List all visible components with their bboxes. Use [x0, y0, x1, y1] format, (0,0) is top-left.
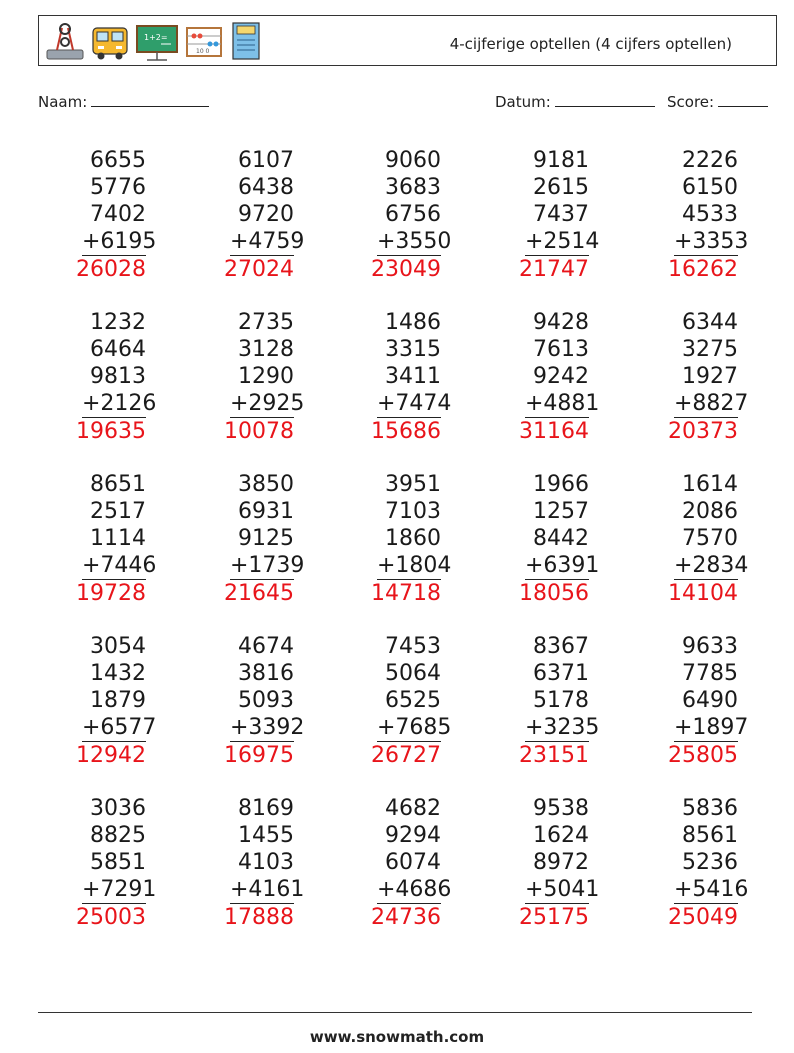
addition-problem	[628, 795, 749, 931]
addend: 8442	[533, 526, 589, 551]
last-addend: +3235	[525, 715, 600, 740]
answer: 23049	[371, 257, 441, 282]
abacus-stand-icon	[45, 20, 85, 62]
header-icons	[45, 20, 263, 62]
addition-problem	[479, 471, 600, 607]
addend: 6931	[238, 499, 294, 524]
last-addend: +4881	[525, 391, 600, 416]
addend: 5093	[238, 688, 294, 713]
last-addend: +1739	[230, 553, 305, 578]
answer: 17888	[224, 905, 294, 930]
last-addend: +3550	[377, 229, 452, 254]
addend: 5236	[682, 850, 738, 875]
addition-problem	[36, 633, 157, 769]
worksheet-title: 4-cijferige optellen (4 cijfers optellen)	[449, 35, 732, 53]
addend: 6525	[385, 688, 441, 713]
addend: 1966	[533, 472, 589, 497]
last-addend: +7446	[82, 553, 157, 578]
addition-problem	[331, 147, 452, 283]
addend: 1114	[90, 526, 146, 551]
addend: 7453	[385, 634, 441, 659]
addend: 5064	[385, 661, 441, 686]
last-addend: +2834	[674, 553, 749, 578]
answer: 24736	[371, 905, 441, 930]
last-addend: +2514	[525, 229, 600, 254]
addend: 9538	[533, 796, 589, 821]
answer: 25049	[668, 905, 738, 930]
addend: 8561	[682, 823, 738, 848]
addend: 3683	[385, 175, 441, 200]
addend: 1624	[533, 823, 589, 848]
last-addend: +7291	[82, 877, 157, 902]
addend: 1257	[533, 499, 589, 524]
addition-problem	[479, 309, 600, 445]
addend: 1232	[90, 310, 146, 335]
addition-problem	[36, 147, 157, 283]
addend: 3036	[90, 796, 146, 821]
addend: 6107	[238, 148, 294, 173]
name-field	[38, 92, 209, 111]
addition-problem	[36, 309, 157, 445]
header-box	[38, 15, 777, 66]
addition-problem	[628, 633, 749, 769]
name-blank[interactable]	[91, 92, 209, 107]
addend: 3816	[238, 661, 294, 686]
addend: 1290	[238, 364, 294, 389]
addend: 3315	[385, 337, 441, 362]
score-blank[interactable]	[718, 92, 768, 107]
answer: 25003	[76, 905, 146, 930]
addend: 1879	[90, 688, 146, 713]
date-label: Datum:	[495, 93, 551, 111]
addend: 2086	[682, 499, 738, 524]
addend: 8825	[90, 823, 146, 848]
addend: 8169	[238, 796, 294, 821]
answer: 15686	[371, 419, 441, 444]
addend: 9294	[385, 823, 441, 848]
last-addend: +1897	[674, 715, 749, 740]
addend: 5851	[90, 850, 146, 875]
last-addend: +3392	[230, 715, 305, 740]
chalkboard-icon	[135, 20, 179, 62]
addition-problem	[331, 633, 452, 769]
answer: 19635	[76, 419, 146, 444]
addend: 3951	[385, 472, 441, 497]
last-addend: +5041	[525, 877, 600, 902]
answer: 19728	[76, 581, 146, 606]
addend: 3128	[238, 337, 294, 362]
answer: 16975	[224, 743, 294, 768]
addend: 5178	[533, 688, 589, 713]
addend: 9813	[90, 364, 146, 389]
last-addend: +4686	[377, 877, 452, 902]
date-blank[interactable]	[555, 92, 655, 107]
svg-text:1+2=: 1+2=	[144, 33, 168, 42]
addend: 5776	[90, 175, 146, 200]
answer: 23151	[519, 743, 589, 768]
addend: 8972	[533, 850, 589, 875]
addition-problem	[628, 309, 749, 445]
answer: 25805	[668, 743, 738, 768]
addend: 7785	[682, 661, 738, 686]
addend: 2226	[682, 148, 738, 173]
addition-problem	[184, 471, 305, 607]
addend: 1432	[90, 661, 146, 686]
last-addend: +4161	[230, 877, 305, 902]
addend: 4674	[238, 634, 294, 659]
last-addend: +5416	[674, 877, 749, 902]
last-addend: +2925	[230, 391, 305, 416]
addition-problem	[184, 633, 305, 769]
addend: 1927	[682, 364, 738, 389]
last-addend: +8827	[674, 391, 749, 416]
last-addend: +6391	[525, 553, 600, 578]
addition-problem	[628, 147, 749, 283]
last-addend: +7685	[377, 715, 452, 740]
addition-problem	[184, 309, 305, 445]
addend: 9125	[238, 526, 294, 551]
addend: 4533	[682, 202, 738, 227]
addend: 6371	[533, 661, 589, 686]
addend: 5836	[682, 796, 738, 821]
answer: 21645	[224, 581, 294, 606]
addend: 9060	[385, 148, 441, 173]
answer: 20373	[668, 419, 738, 444]
answer: 18056	[519, 581, 589, 606]
addend: 9242	[533, 364, 589, 389]
addend: 1860	[385, 526, 441, 551]
answer: 26028	[76, 257, 146, 282]
addend: 8367	[533, 634, 589, 659]
workbook-icon	[229, 20, 263, 62]
addend: 6464	[90, 337, 146, 362]
addend: 3411	[385, 364, 441, 389]
addend: 1486	[385, 310, 441, 335]
addition-problem	[36, 471, 157, 607]
answer: 14104	[668, 581, 738, 606]
addend: 7570	[682, 526, 738, 551]
addend: 9633	[682, 634, 738, 659]
addend: 7103	[385, 499, 441, 524]
addition-problem	[331, 471, 452, 607]
addend: 4682	[385, 796, 441, 821]
addend: 6074	[385, 850, 441, 875]
addition-problem	[184, 795, 305, 931]
last-addend: +3353	[674, 229, 749, 254]
last-addend: +1804	[377, 553, 452, 578]
abacus-icon	[184, 20, 224, 62]
answer: 14718	[371, 581, 441, 606]
answer: 12942	[76, 743, 146, 768]
addend: 6344	[682, 310, 738, 335]
answer: 27024	[224, 257, 294, 282]
score-label: Score:	[667, 93, 715, 111]
date-field	[495, 92, 655, 111]
addend: 7437	[533, 202, 589, 227]
addend: 3275	[682, 337, 738, 362]
answer: 21747	[519, 257, 589, 282]
addition-problem	[36, 795, 157, 931]
addend: 8651	[90, 472, 146, 497]
addend: 1455	[238, 823, 294, 848]
addend: 6150	[682, 175, 738, 200]
addition-problem	[628, 471, 749, 607]
addend: 2517	[90, 499, 146, 524]
addend: 2615	[533, 175, 589, 200]
addend: 7613	[533, 337, 589, 362]
addend: 4103	[238, 850, 294, 875]
name-label: Naam:	[38, 93, 88, 111]
last-addend: +4759	[230, 229, 305, 254]
addend: 9720	[238, 202, 294, 227]
last-addend: +6577	[82, 715, 157, 740]
addend: 1614	[682, 472, 738, 497]
last-addend: +7474	[377, 391, 452, 416]
score-field	[667, 92, 768, 111]
answer: 31164	[519, 419, 589, 444]
addend: 6438	[238, 175, 294, 200]
school-bus-icon	[90, 20, 130, 62]
addition-problem	[184, 147, 305, 283]
addition-problem	[479, 795, 600, 931]
last-addend: +2126	[82, 391, 157, 416]
addend: 3054	[90, 634, 146, 659]
answer: 10078	[224, 419, 294, 444]
footer-divider	[38, 1012, 752, 1013]
addend: 7402	[90, 202, 146, 227]
footer-site: www.snowmath.com	[309, 1028, 485, 1046]
addend: 6655	[90, 148, 146, 173]
addend: 9181	[533, 148, 589, 173]
addition-problem	[331, 795, 452, 931]
answer: 26727	[371, 743, 441, 768]
addition-problem	[331, 309, 452, 445]
answer: 25175	[519, 905, 589, 930]
addition-problem	[479, 633, 600, 769]
addend: 3850	[238, 472, 294, 497]
addend: 6490	[682, 688, 738, 713]
addend: 9428	[533, 310, 589, 335]
svg-text:10 0: 10 0	[196, 48, 210, 55]
answer: 16262	[668, 257, 738, 282]
addend: 2735	[238, 310, 294, 335]
last-addend: +6195	[82, 229, 157, 254]
addend: 6756	[385, 202, 441, 227]
addition-problem	[479, 147, 600, 283]
